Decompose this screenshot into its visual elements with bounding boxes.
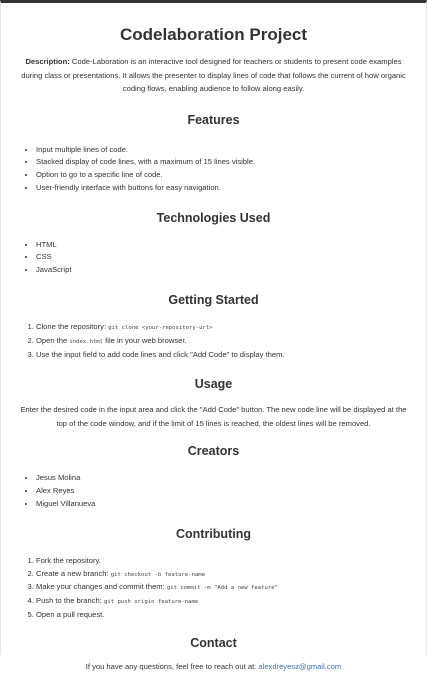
list-item	[36, 595, 410, 609]
step-text: Push to the branch:	[36, 596, 104, 606]
code-snippet: index.html	[69, 338, 104, 345]
features-heading: Features	[187, 112, 240, 127]
list-item	[36, 581, 410, 595]
list-item	[36, 568, 410, 582]
list-item: • HTML	[36, 239, 410, 252]
description-label: Description:	[25, 57, 70, 66]
getting-started-heading: Getting Started	[168, 293, 259, 308]
usage-paragraph: Enter the desired code in the input area and click the "Add Code" button. The new code line will be displayed at the top of the code window, and if the limit of 15 lines is reached, the oldest lines will be removed.	[20, 405, 407, 428]
list-item: • Miguel Villanueva	[36, 498, 410, 511]
step-text: Clone the repository:	[36, 322, 109, 332]
list-item	[36, 335, 410, 349]
contact-paragraph	[17, 660, 410, 673]
technologies-list	[17, 239, 410, 277]
email-link[interactable]: alexdreyesz@gmail.com	[258, 661, 342, 671]
readme-content	[1, 25, 426, 673]
code-snippet: git push origin feature-name	[103, 599, 199, 606]
list-item: 3. Use the input field to add code lines and click "Add Code" to display them.	[36, 349, 410, 362]
usage-heading: Usage	[194, 377, 233, 392]
getting-started-list	[17, 321, 410, 361]
creators-heading: Creators	[187, 444, 240, 459]
list-item: • Stacked display of code lines, with a maximum of 15 lines visible.	[36, 156, 410, 169]
list-item: • JavaScript	[36, 264, 410, 277]
list-item: • CSS	[36, 251, 410, 264]
list-item: • Option to go to a specific line of code.	[36, 169, 410, 182]
code-snippet: git checkout -b feature-name	[110, 571, 206, 578]
contributing-list	[17, 555, 410, 622]
step-text: Make your changes and commit them:	[36, 582, 167, 592]
list-item: • Input multiple lines of code.	[36, 144, 410, 157]
page-title: Codelaboration Project	[119, 25, 308, 44]
list-item	[36, 321, 410, 335]
step-text: Open the	[36, 335, 70, 345]
list-item: 1. Fork the repository.	[36, 555, 410, 568]
description-text: Code-Laboration is an interactive tool designed for teachers or students to present code examples during class or presentations. It allows the presenter to display lines of code that follows the current of how organic coding flows, enabling audience to follow along easily.	[21, 57, 406, 93]
step-text: file in your web browser.	[103, 335, 187, 345]
creators-list	[17, 472, 410, 510]
description-paragraph	[17, 55, 410, 96]
contact-text: If you have any questions, feel free to reach out at:	[85, 661, 259, 671]
step-text: Create a new branch:	[36, 568, 111, 578]
contact-heading: Contact	[190, 635, 237, 650]
list-item: 5. Open a pull request.	[36, 609, 410, 622]
contributing-heading: Contributing	[176, 526, 251, 541]
features-list	[17, 144, 410, 195]
code-snippet: git clone <your-repository-url>	[108, 325, 213, 332]
technologies-heading: Technologies Used	[156, 210, 271, 225]
list-item: • User-friendly interface with buttons for easy navigation.	[36, 182, 410, 195]
list-item: • Alex Reyes	[36, 485, 410, 498]
code-snippet: git commit -m "Add a new feature"	[166, 585, 278, 592]
list-item: • Jesus Molina	[36, 472, 410, 485]
